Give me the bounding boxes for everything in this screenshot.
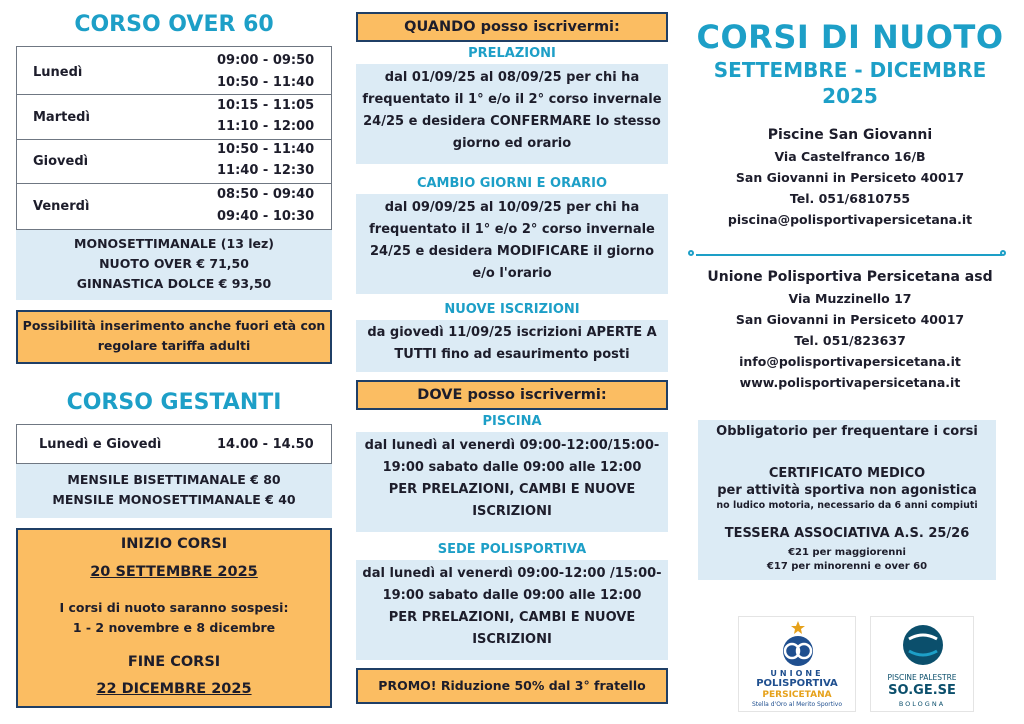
cert-note: no ludico motoria, necessario da 6 anni compiuti [716,500,978,511]
soges-logo [870,616,974,712]
requirements-header: Obbligatorio per frequentare i corsi [716,424,978,439]
address-line: Via Castelfranco 16/B [774,149,926,164]
main-year: 2025 [822,84,878,108]
text-line: ISCRIZIONI [472,632,552,647]
text-line: dal lunedì al venerdì 09:00-12:00 /15:00- [362,566,662,581]
piscine-name: Piscine San Giovanni [767,127,933,143]
unione-logo [738,616,856,712]
over60-note [16,310,332,364]
text-line: PER PRELAZIONI, CAMBI E NUOVE [388,610,636,625]
gestanti-schedule [16,424,332,464]
sede-box [356,560,668,660]
text-line: dal lunedì al venerdì 09:00-12:00/15:00- [364,438,660,453]
day-label: Giovedì [33,154,89,169]
unione-info [690,266,1010,393]
nuove-box [356,320,668,372]
logo-text: PERSICETANA [762,690,832,700]
tessera-line: €21 per maggiorenni [788,547,906,558]
divider-line [696,254,1002,256]
address-line: San Giovanni in Persiceto 40017 [735,312,965,327]
text-line: frequentato il 1° e/o 2° corso invernale [369,222,655,237]
inizio-date: 20 SETTEMBRE 2025 [90,564,258,580]
unione-name: Unione Polisportiva Persicetana asd [707,269,993,285]
soges-logo-icon [871,617,975,677]
text-line: dal 09/09/25 al 10/09/25 per chi ha [384,200,640,215]
cambio-title: CAMBIO GIORNI E ORARIO [416,176,608,191]
address-line: San Giovanni in Persiceto 40017 [735,170,965,185]
text-line: ISCRIZIONI [472,504,552,519]
prelazioni-box [356,64,668,164]
requirements-box [698,420,996,580]
time-slot: 11:40 - 12:30 [217,163,315,178]
price-line: MONOSETTIMANALE (13 lez) [74,236,274,251]
time-slot: 10:15 - 11:05 [217,98,315,113]
logo-text: POLISPORTIVA [756,678,838,689]
over60-schedule [16,46,332,230]
tessera-line: €17 per minorenni e over 60 [766,561,928,572]
logo-text: UNIONE [770,669,824,678]
text-line: 24/25 e desidera MODIFICARE il giorno [369,244,655,259]
quando-header: QUANDO posso iscrivermi: [356,12,668,42]
text-line: TUTTI fino ad esaurimento posti [394,347,630,362]
text-line: dal 01/09/25 al 08/09/25 per chi ha [384,70,640,85]
gestanti-prices [16,464,332,518]
sospesi-line: 1 - 2 novembre e 8 dicembre [72,620,276,635]
dove-header: DOVE posso iscrivermi: [356,380,668,410]
price-line: MENSILE MONOSETTIMANALE € 40 [52,492,296,507]
price-line: MENSILE BISETTIMANALE € 80 [67,472,281,487]
logo-text: SO.GE.SE [888,683,956,698]
text-line: frequentato il 1° e/o il 2° corso invernale [362,92,662,107]
time-slot: 10:50 - 11:40 [217,75,315,90]
tessera-title: TESSERA ASSOCIATIVA A.S. 25/26 [724,526,970,541]
logo-text: PISCINE PALESTRE [887,673,957,682]
over60-title: CORSO OVER 60 [74,12,274,37]
cert-sub: per attività sportiva non agonistica [717,483,977,498]
time-slot: 14.00 - 14.50 [217,437,314,452]
sospesi-line: I corsi di nuoto saranno sospesi: [59,600,289,615]
phone-line: Tel. 051/6810755 [789,191,911,206]
time-slot: 09:40 - 10:30 [217,209,315,224]
day-label: Lunedì e Giovedì [39,437,162,452]
text-line: giorno ed orario [452,136,572,151]
text-line: 19:00 sabato dalle 09:00 alle 12:00 [382,588,642,603]
fine-label: FINE CORSI [127,654,221,670]
logo-text: Stella d'Oro al Merito Sportivo [751,701,843,708]
note-line: regolare tariffa adulti [97,338,251,353]
gestanti-title: CORSO GESTANTI [66,390,282,415]
website-line[interactable]: www.polisportivapersicetana.it [739,375,961,390]
main-subtitle: SETTEMBRE - DICEMBRE [713,58,987,82]
text-line: 24/25 e desidera CONFERMARE lo stesso [363,114,661,129]
day-label: Lunedì [33,65,83,80]
piscina-title: PISCINA [482,414,542,429]
text-line: 19:00 sabato dalle 09:00 alle 12:00 [382,460,642,475]
divider-dot-right [1000,250,1006,256]
email-line[interactable]: piscina@polisportivapersicetana.it [727,212,973,227]
price-line: NUOTO OVER € 71,50 [99,256,249,271]
time-slot: 08:50 - 09:40 [217,187,315,202]
main-title: CORSI DI NUOTO [696,18,1004,56]
piscine-info [690,124,1010,230]
cert-title: CERTIFICATO MEDICO [768,466,926,481]
text-line: PER PRELAZIONI, CAMBI E NUOVE [388,482,636,497]
fine-date: 22 DICEMBRE 2025 [96,681,252,697]
cambio-box [356,194,668,294]
time-slot: 10:50 - 11:40 [217,142,315,157]
piscina-box [356,432,668,532]
phone-line: Tel. 051/823637 [794,333,906,348]
email-line[interactable]: info@polisportivapersicetana.it [739,354,961,369]
sede-title: SEDE POLISPORTIVA [437,542,587,557]
inizio-label: INIZIO CORSI [120,536,228,552]
address-line: Via Muzzinello 17 [788,291,912,306]
text-line: e/o l'orario [472,266,552,281]
divider-dot-left [688,250,694,256]
course-dates-box [16,528,332,708]
over60-prices [16,230,332,300]
time-slot: 11:10 - 12:00 [217,119,315,134]
day-label: Venerdì [33,199,90,214]
note-line: Possibilità inserimento anche fuori età con [22,318,326,333]
nuove-title: NUOVE ISCRIZIONI [444,302,580,317]
prelazioni-title: PRELAZIONI [468,46,556,61]
text-line: da giovedì 11/09/25 iscrizioni APERTE A [367,325,657,340]
day-label: Martedì [33,110,90,125]
price-line: GINNASTICA DOLCE € 93,50 [76,276,272,291]
logo-text: BOLOGNA [898,700,946,708]
time-slot: 09:00 - 09:50 [217,53,315,68]
promo-box: PROMO! Riduzione 50% dal 3° fratello [356,668,668,704]
